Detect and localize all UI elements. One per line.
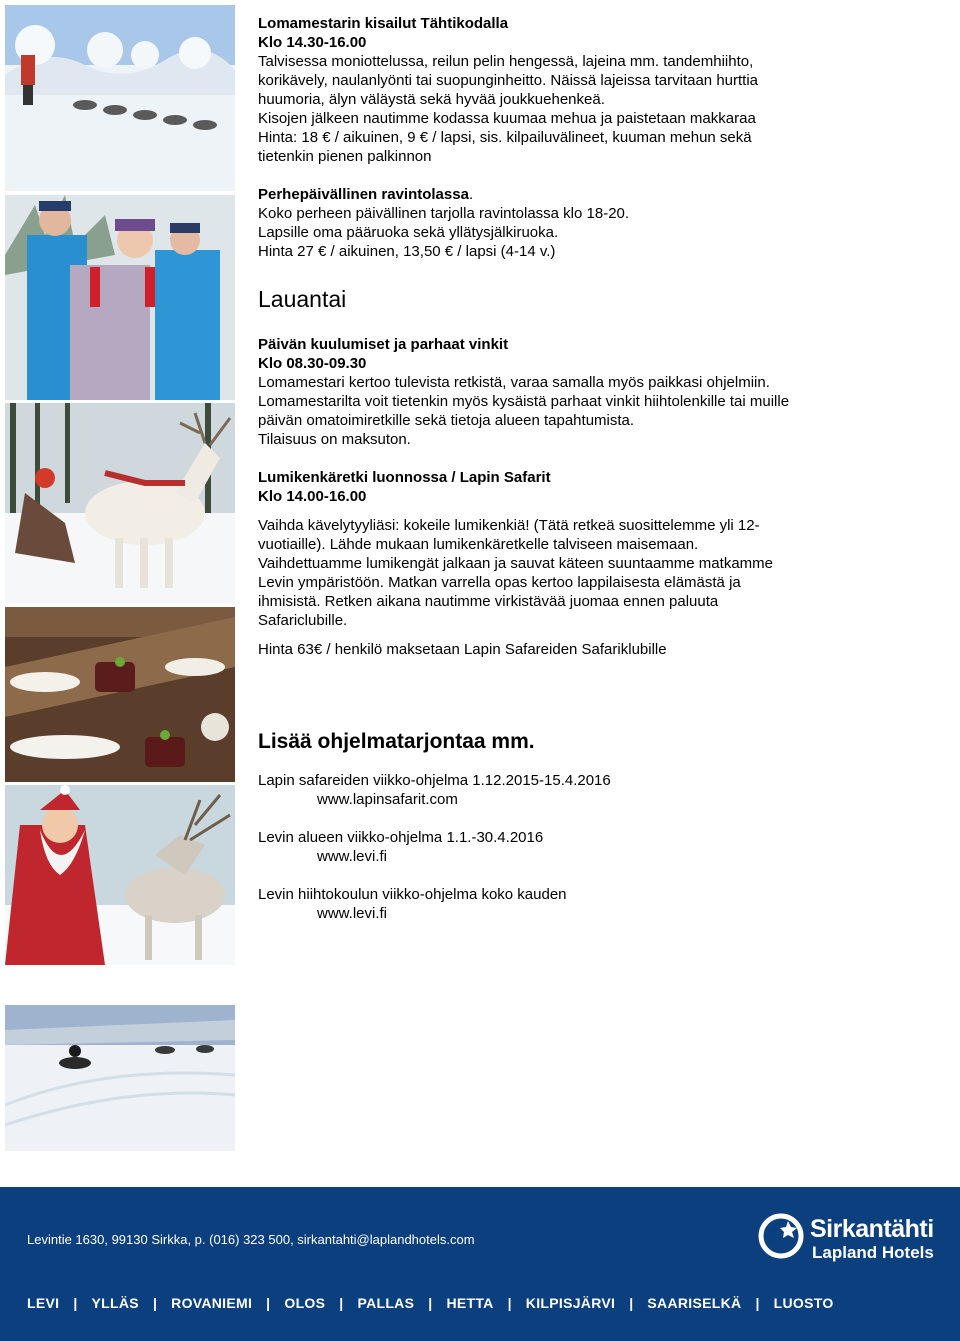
- event-line: Lapsille oma pääruoka sekä yllätysjälkiruoka.: [258, 224, 559, 241]
- dog-sled-photo: [5, 5, 235, 191]
- more-item-title: Levin alueen viikko-ohjelma 1.1.-30.4.2016: [258, 829, 544, 846]
- star-swirl-icon: [758, 1213, 804, 1259]
- main-content: [258, 14, 848, 923]
- event-snowshoe: [258, 468, 848, 659]
- more-item: [258, 771, 848, 809]
- event-time: Klo 08.30-09.30: [258, 355, 367, 372]
- event-line: Kisojen jälkeen nautimme kodassa kuumaa mehua ja paistetaan makkaraa: [258, 110, 756, 127]
- snowmobile-photo: [5, 1005, 235, 1151]
- event-line: Hinta: 18 € / aikuinen, 9 € / lapsi, sis. kilpailuvälineet, kuuman mehun sekä: [258, 129, 752, 146]
- event-line: ihmisistä. Retken aikana nautimme virkistävää juomaa ennen paluuta: [258, 593, 719, 610]
- footer: [0, 1187, 960, 1341]
- more-item: [258, 885, 848, 923]
- event-line: Vaihda kävelytyyliäsi: kokeile lumikenkiä! (Tätä retkeä suosittelemme yli 12-: [258, 517, 760, 534]
- more-item-title: Levin hiihtokoulun viikko-ohjelma koko kauden: [258, 886, 567, 903]
- brand-logo: [758, 1213, 938, 1267]
- event-time: Klo 14.00-16.00: [258, 488, 367, 505]
- event-line: Lomamestari kertoo tulevista retkistä, varaa samalla myös paikkasi ohjelmiin.: [258, 374, 770, 391]
- event-title: Päivän kuulumiset ja parhaat vinkit: [258, 336, 509, 353]
- santa-reindeer-photo: [5, 785, 235, 965]
- reindeer-sleigh-photo: [5, 403, 235, 603]
- event-line: päivän omatoimiretkille sekä tietoja alueen tapahtumista.: [258, 412, 635, 429]
- nav-separator: |: [73, 1295, 78, 1311]
- more-item-title: Lapin safareiden viikko-ohjelma 1.12.2015-15.4.2016: [258, 772, 611, 789]
- logo-tagline: Lapland Hotels: [812, 1243, 934, 1262]
- event-line: korikävely, naulanlyönti tai suopunginheitto. Näissä lajeissa tarvitaan hurttia: [258, 72, 759, 89]
- event-time: Klo 14.30-16.00: [258, 34, 367, 51]
- more-item-link[interactable]: www.lapinsafarit.com: [317, 791, 458, 808]
- event-title-suffix: .: [468, 186, 474, 203]
- nav-separator: |: [629, 1295, 634, 1311]
- event-line: Tilaisuus on maksuton.: [258, 431, 411, 448]
- nav-item-yllas[interactable]: YLLÄS: [91, 1295, 139, 1311]
- hikers-photo: [5, 195, 235, 400]
- event-line: Talvisessa moniottelussa, reilun pelin hengessä, lajeina mm. tandemhiihto,: [258, 53, 754, 70]
- logo-name: Sirkantähti: [810, 1215, 934, 1243]
- event-title: Perhepäivällinen ravintolassa: [258, 186, 469, 203]
- nav-item-levi[interactable]: LEVI: [27, 1295, 60, 1311]
- event-line: Hinta 27 € / aikuinen, 13,50 € / lapsi (4-14 v.): [258, 243, 556, 260]
- food-platter-photo: [5, 607, 235, 782]
- destination-nav: [27, 1295, 834, 1311]
- event-line: vuotiaille). Lähde mukaan lumikenkäretkelle talviseen maisemaan.: [258, 536, 699, 553]
- more-item-link[interactable]: www.levi.fi: [317, 905, 388, 922]
- event-title: Lomamestarin kisailut Tähtikodalla: [258, 15, 509, 32]
- day-heading-saturday: Lauantai: [258, 286, 347, 312]
- event-line: Safariclubille.: [258, 612, 348, 629]
- event-line: Koko perheen päivällinen tarjolla ravintolassa klo 18-20.: [258, 205, 630, 222]
- event-price: Hinta 63€ / henkilö maksetaan Lapin Safareiden Safariklubille: [258, 641, 667, 658]
- footer-address: Levintie 1630, 99130 Sirkka, p. (016) 323 500, sirkantahti@laplandhotels.com: [27, 1232, 475, 1247]
- nav-separator: |: [339, 1295, 344, 1311]
- nav-separator: |: [152, 1295, 158, 1311]
- event-line: Lomamestarilta voit tietenkin myös kysäistä parhaat vinkit hiihtolenkille tai muille: [258, 393, 790, 410]
- nav-separator: |: [428, 1295, 433, 1311]
- more-item-link[interactable]: www.levi.fi: [317, 848, 388, 865]
- event-line: huumoria, älyn väläystä sekä hyvää joukkuehenkeä.: [258, 91, 605, 108]
- nav-separator: |: [266, 1295, 271, 1311]
- nav-item-luosto[interactable]: LUOSTO: [773, 1295, 834, 1311]
- event-tips: [258, 335, 848, 449]
- event-title-row: [258, 185, 848, 204]
- event-tahtikota: [258, 14, 848, 166]
- event-line: Vaihdettuamme lumikengät jalkaan ja sauvat käteen suuntaamme matkamme: [258, 555, 773, 572]
- nav-item-pallas[interactable]: PALLAS: [357, 1295, 415, 1311]
- nav-item-saariselka[interactable]: SAARISELKÄ: [647, 1295, 742, 1311]
- more-heading: Lisää ohjelmatarjontaa mm.: [258, 730, 535, 753]
- nav-separator: |: [755, 1295, 760, 1311]
- event-line: Levin ympäristöön. Matkan varrella opas kertoo lappilaisesta elämästä ja: [258, 574, 741, 591]
- nav-item-rovaniemi[interactable]: ROVANIEMI: [171, 1295, 253, 1311]
- nav-separator: |: [507, 1295, 512, 1311]
- nav-item-hetta[interactable]: HETTA: [446, 1295, 494, 1311]
- event-line: tietenkin pienen palkinnon: [258, 148, 432, 165]
- nav-item-kilpisjarvi[interactable]: KILPISJÄRVI: [525, 1295, 616, 1311]
- nav-item-olos[interactable]: OLOS: [284, 1295, 326, 1311]
- more-item: [258, 828, 848, 866]
- event-title: Lumikenkäretki luonnossa / Lapin Safarit: [258, 469, 551, 486]
- event-dinner: [258, 185, 848, 261]
